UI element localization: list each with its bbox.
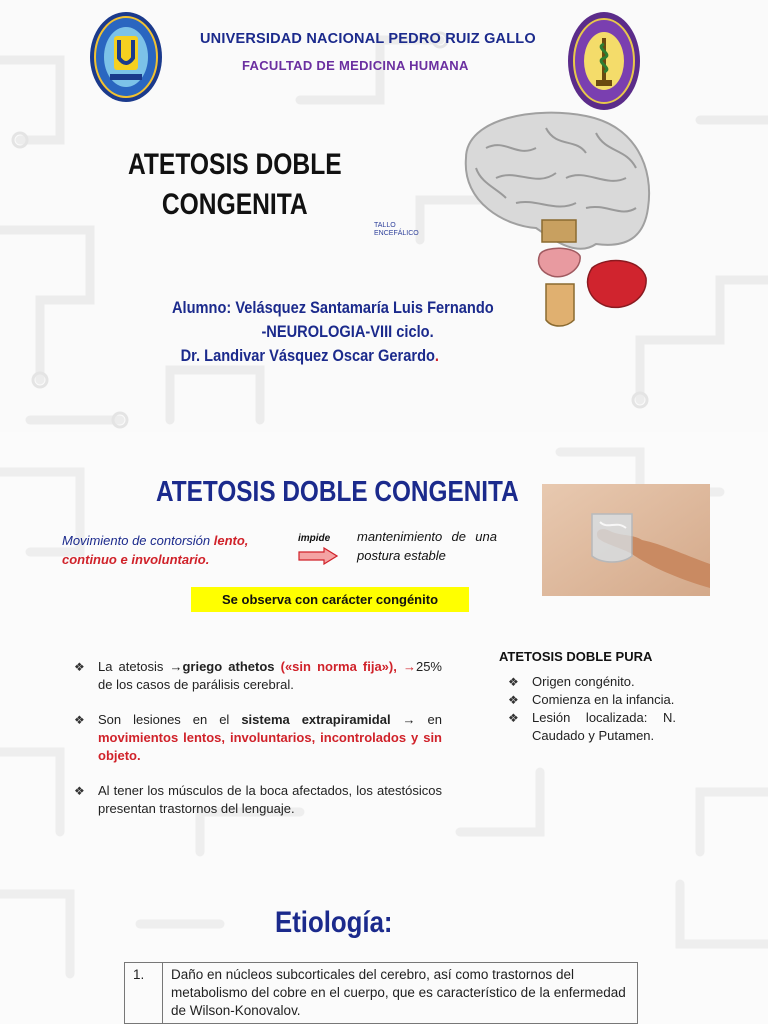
- right-arrow-icon: [298, 547, 338, 565]
- etiology-table: [124, 962, 638, 1024]
- faculty-name: FACULTAD DE MEDICINA HUMANA: [242, 58, 469, 73]
- congenital-highlight: Se observa con carácter congénito: [191, 587, 469, 612]
- list-item: ❖ Lesión localizada: N. Caudado y Putamen.: [508, 710, 676, 743]
- mantenimiento-text: mantenimiento de una postura estable: [357, 529, 497, 563]
- slide-title: ATETOSIS DOBLE CONGENITA: [156, 476, 519, 508]
- list-item: ❖ Al tener los músculos de la boca afectados, los atestósicos presentan trastornos del lenguaje.: [74, 783, 442, 816]
- university-seal-logo: [88, 10, 164, 104]
- hand-photo: [542, 484, 710, 596]
- etiology-slide: [0, 864, 768, 1024]
- list-item: ❖ Origen congénito.: [508, 674, 635, 689]
- pura-list: [508, 673, 676, 745]
- doctor-line: Dr. Landivar Vásquez Oscar Gerardo.: [180, 346, 440, 365]
- list-item: ❖ Son lesiones en el sistema extrapiramidal → en movimientos lentos, involuntarios, incontrolados y sin objeto.: [74, 712, 442, 763]
- authors-block: [172, 296, 499, 368]
- row-number: 1.: [125, 963, 163, 1024]
- diamond-bullet-icon: ❖: [508, 675, 519, 689]
- bullet-list: [74, 658, 442, 835]
- title-line-1: ATETOSIS DOBLE: [127, 148, 342, 181]
- student-name: Alumno: Velásquez Santamaría Luis Fernando: [172, 298, 494, 317]
- title-line-2: CONGENITA: [161, 188, 308, 221]
- definition-slide: [0, 432, 768, 864]
- university-name: UNIVERSIDAD NACIONAL PEDRO RUIZ GALLO: [200, 31, 536, 47]
- list-item: ❖ La atetosis →griego athetos («sin norma fija»), →25% de los casos de parálisis cerebral.: [74, 659, 442, 692]
- diamond-bullet-icon: ❖: [74, 660, 85, 674]
- definition-text: Movimiento de contorsión lento, continuo e involuntario.: [62, 533, 249, 567]
- presentation-title: [120, 145, 350, 225]
- etiology-title: Etiología:: [275, 906, 393, 939]
- diamond-bullet-icon: ❖: [508, 711, 519, 725]
- impide-label: impide: [298, 533, 331, 544]
- row-text: Daño en núcleos subcorticales del cerebro, así como trastornos del metabolismo del cobre en el cuerpo, que es característico de la enfermedad de Wilson-Konovalov.: [163, 963, 638, 1024]
- list-item: ❖ Comienza en la infancia.: [508, 692, 675, 707]
- table-row: [125, 963, 638, 1024]
- title-slide: [0, 0, 768, 432]
- faculty-seal-logo: [566, 10, 642, 112]
- diamond-bullet-icon: ❖: [74, 784, 85, 798]
- diamond-bullet-icon: ❖: [508, 693, 519, 707]
- diamond-bullet-icon: ❖: [74, 713, 85, 727]
- brain-stem-label: TALLO ENCEFÁLICO: [374, 222, 419, 237]
- course-line: -NEUROLOGIA-VIII ciclo.: [261, 322, 434, 341]
- pura-heading: ATETOSIS DOBLE PURA: [499, 649, 653, 664]
